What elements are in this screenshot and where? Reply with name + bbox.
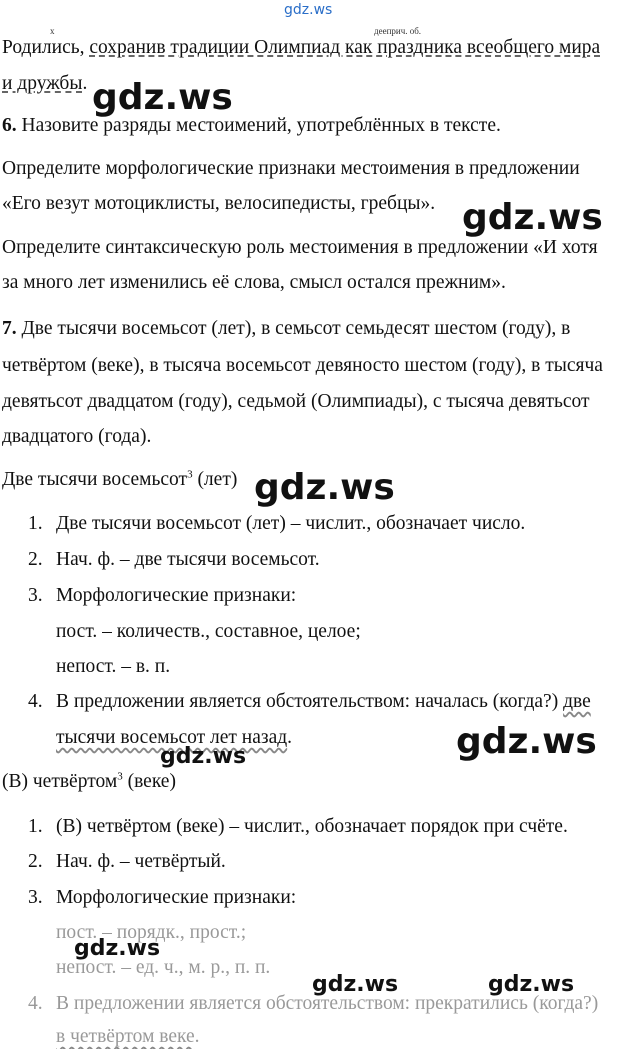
block2-heading-tail: (веке) [122,771,176,792]
item-period: . [287,727,293,748]
block1-heading-text: Две тысячи восемьсот [2,469,188,490]
watermark: gdz.ws [74,936,161,961]
block2-heading-text: (В) четвёртом [2,771,118,792]
q6-p2-line1: Определите синтаксическую роль местоимения в предложении «И хотя [2,237,598,258]
item-number: 1. [28,513,43,534]
intro-adverbial-phrase-end: и дружбы [2,73,83,94]
intro-adverbial-phrase: сохранив традиции Олимпиад как праздника всеобщего мира [89,37,601,58]
item-text: В предложении является обстоятельством: началась (когда?) [56,691,564,712]
block1-heading-tail: (лет) [192,469,238,490]
item-underlined-tail: две [563,691,591,712]
block1-constant-features: пост. – количеств., составное, целое; [56,621,361,642]
q6-number: 6. [2,115,17,136]
watermark-top: gdz.ws [284,2,333,18]
block2-variable-features: непост. – ед. ч., м. р., п. п. [56,957,271,978]
intro-line-2 [2,72,87,96]
q6-title-line [2,114,501,138]
block2-item-4-wrap [56,1025,200,1049]
block2-constant-features: пост. – порядк., прост.; [56,922,247,943]
q6-p1-line2: «Его везут мотоциклисты, велосипедисты, гребцы». [2,193,436,214]
item-underlined-wrap: тысячи восемьсот лет назад [56,727,288,748]
item-number: 4. [28,691,43,712]
block1-item-1-text [56,512,525,536]
block2-item-3-text: Морфологические признаки: [56,887,297,908]
mark-participle: х [50,26,55,36]
q7-text-1: Две тысячи восемьсот (лет), в семьсот семьдесят шестом (году), в [21,318,571,339]
item-number: 3. [28,887,43,908]
block1-item-2-text: Нач. ф. – две тысячи восемьсот. [56,549,320,570]
block2-item-4 [28,992,43,1016]
q6-title: Назовите разряды местоимений, употреблённых в тексте. [21,115,501,136]
watermark: gdz.ws [462,197,603,238]
watermark: gdz.ws [312,972,399,997]
watermark: gdz.ws [160,744,247,769]
intro-subject: Родились, [2,37,90,58]
block1-variable-features: непост. – в. п. [56,656,171,677]
block1-item-4 [28,690,43,714]
q7-number: 7. [2,318,17,339]
block2-item-1 [28,815,43,839]
q7-line-1 [2,317,570,341]
q6-p1-text-1: Определите морфологические признаки местоимения в предложении [2,158,580,179]
intro-period: . [82,73,88,94]
item-number: 4. [28,993,43,1014]
q6-p2-line2: за много лет изменились её слова, смысл остался прежним». [2,272,506,293]
block2-item-4-text: В предложении является обстоятельством: прекратились (когда?) [56,993,599,1014]
q7-line-2: четвёртом (веке), в тысяча восемьсот девяносто шестом (году), в тысяча [2,355,603,376]
block2-heading-sup: 3 [117,770,123,783]
block1-item-4-text [56,690,591,714]
item-number: 2. [28,851,43,872]
item-number: 3. [28,585,43,606]
q6-p1-line1 [2,157,624,181]
item-text: Две тысячи восемьсот (лет) – числит., обозначает число. [56,513,526,534]
item-period: . [194,1026,200,1047]
q7-line-3: девятьсот двадцатом (году), седьмой (Олимпиады), с тысяча девятьсот [2,391,590,412]
mark-adverbial-phrase: дееприч. об. [374,26,422,36]
block1-heading [2,468,237,492]
item-number: 2. [28,549,43,570]
block1-heading-sup: 3 [187,468,193,481]
block2-item-2-text: Нач. ф. – четвёртый. [56,851,226,872]
watermark: gdz.ws [92,77,233,118]
block1-item-2 [28,548,43,572]
block2-item-3 [28,886,43,910]
block2-item-2 [28,850,43,874]
watermark: gdz.ws [254,467,395,508]
block2-item-1-text: (В) четвёртом (веке) – числит., обозначает порядок при счёте. [56,816,568,837]
block1-item-3 [28,584,43,608]
block1-item-3-text: Морфологические признаки: [56,585,297,606]
item-underlined-wrap: в четвёртом веке [56,1026,195,1047]
intro-line-1 [2,36,600,60]
watermark: gdz.ws [488,972,575,997]
item-number: 1. [28,816,43,837]
block2-heading [2,770,176,794]
watermark: gdz.ws [456,721,597,762]
q7-line-4: двадцатого (года). [2,426,152,447]
block1-item-1 [28,512,43,536]
